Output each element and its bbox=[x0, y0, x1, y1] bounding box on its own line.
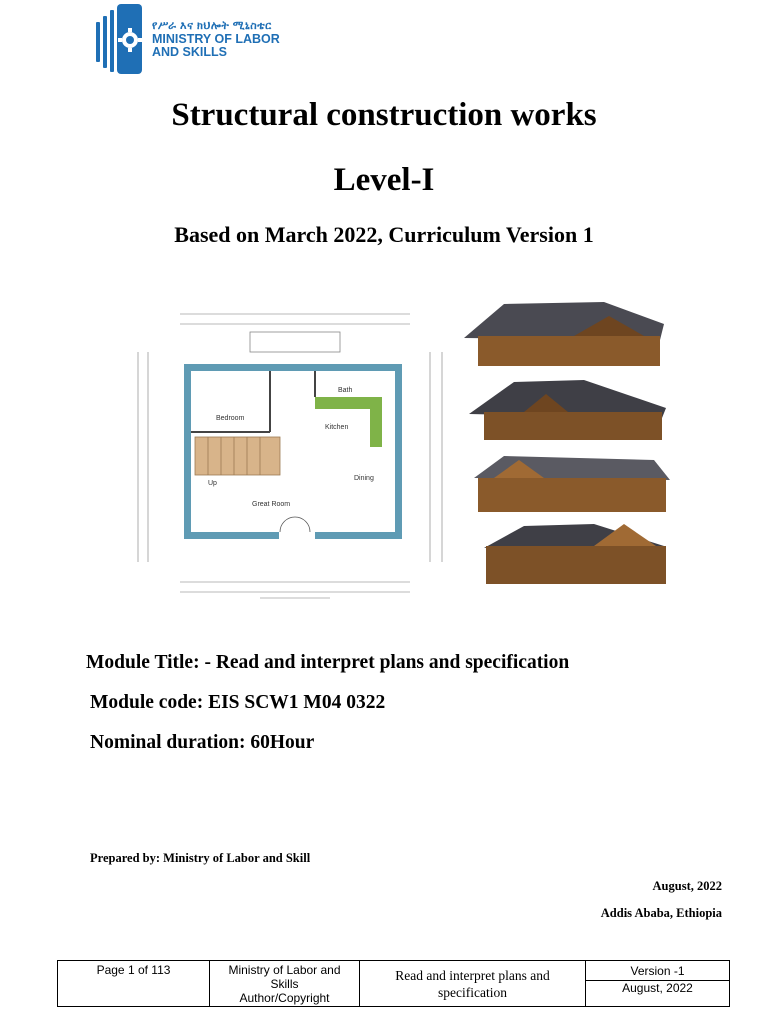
logo-line-2: AND SKILLS bbox=[152, 45, 227, 59]
footer-org-line-3: Author/Copyright bbox=[239, 990, 330, 1005]
footer-org-line-2: Skills bbox=[270, 976, 299, 991]
footer-module-cell bbox=[360, 961, 586, 1007]
house-elevation-2 bbox=[469, 380, 666, 440]
house-elevation-1 bbox=[464, 302, 664, 366]
level-title: Level-I bbox=[333, 162, 435, 198]
footer-page: Page 1 of 113 bbox=[96, 963, 171, 977]
nominal-duration: Nominal duration: 60Hour bbox=[90, 732, 315, 753]
publication-location: Addis Ababa, Ethiopia bbox=[600, 906, 722, 920]
module-title: Module Title: - Read and interpret plans and specification bbox=[86, 652, 570, 673]
logo-amharic: የሥራ እና ክህሎት ሚኒስቴር bbox=[152, 20, 272, 32]
prepared-by: Prepared by: Ministry of Labor and Skill bbox=[90, 851, 311, 865]
footer-version: Version -1 bbox=[586, 961, 730, 981]
house-elevation-3 bbox=[474, 456, 670, 512]
plan-label-kitchen: Kitchen bbox=[325, 424, 349, 431]
house-elevations-image bbox=[464, 296, 674, 601]
footer-table bbox=[57, 960, 730, 1007]
footer-page-cell bbox=[58, 961, 210, 1007]
footer-org-line-1: Ministry of Labor and bbox=[228, 962, 341, 977]
publication-date: August, 2022 bbox=[652, 879, 722, 893]
plan-label-dining: Dining bbox=[354, 475, 374, 482]
logo-text bbox=[152, 20, 280, 59]
house-elevation-4 bbox=[484, 524, 666, 584]
footer-module-line-2: specification bbox=[438, 984, 507, 1000]
subtitle: Based on March 2022, Curriculum Version 1 bbox=[174, 222, 594, 247]
footer-module-line-1: Read and interpret plans and bbox=[395, 967, 550, 983]
document-title: Structural construction works bbox=[171, 97, 597, 133]
footer-date: August, 2022 bbox=[586, 981, 730, 1007]
plan-label-up: Up bbox=[208, 480, 217, 487]
plan-label-bedroom: Bedroom bbox=[216, 415, 245, 422]
plan-label-great-room: Great Room bbox=[252, 501, 291, 508]
logo-line-1: MINISTRY OF LABOR bbox=[152, 32, 280, 46]
module-code: Module code: EIS SCW1 M04 0322 bbox=[90, 692, 386, 713]
footer-org-cell bbox=[210, 961, 360, 1007]
floor-plan-image bbox=[120, 292, 460, 607]
plan-label-bath: Bath bbox=[338, 387, 353, 394]
